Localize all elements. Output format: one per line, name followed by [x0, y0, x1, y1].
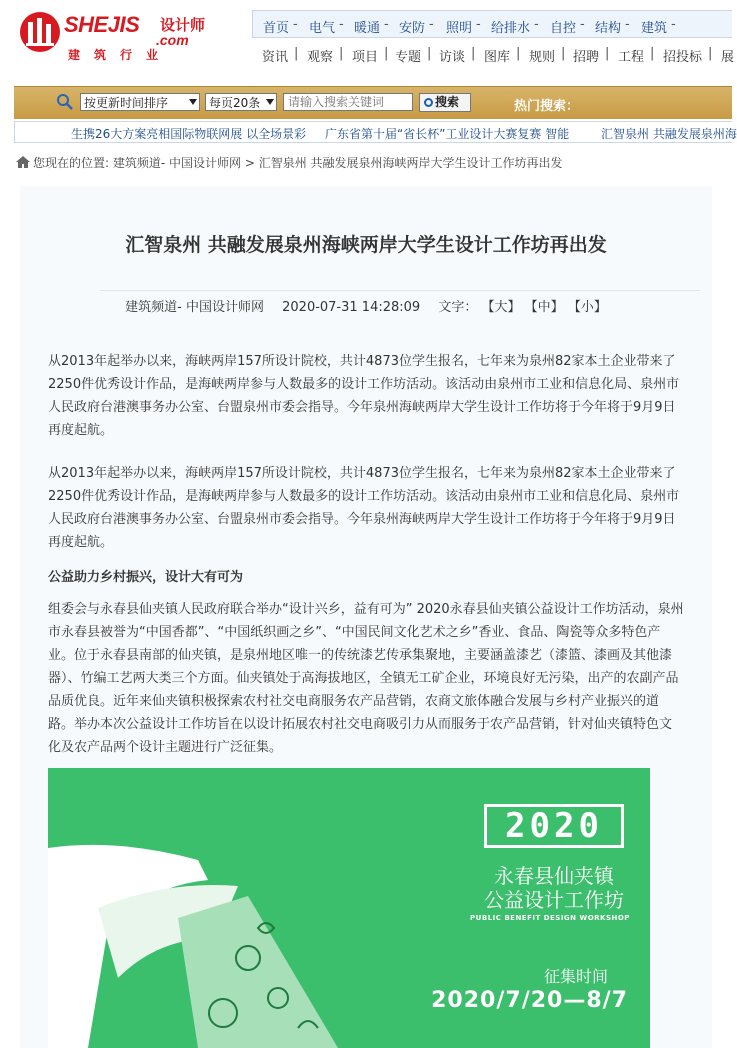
poster-english-title: PUBLIC BENEFIT DESIGN WORKSHOP — [470, 914, 630, 922]
article-source: 建筑频道- 中国设计师网 — [125, 300, 264, 315]
nav-item[interactable]: 项目 — [352, 50, 379, 65]
nav-item[interactable]: 资讯 — [262, 50, 289, 65]
nav-item[interactable]: 专题 — [395, 50, 422, 65]
logo-tagline: 建筑行业 — [68, 48, 173, 62]
nav-separator: - — [384, 17, 389, 32]
nav-item[interactable]: 图库 — [484, 50, 511, 65]
nav-separator: | — [605, 46, 610, 61]
nav-separator: - — [339, 17, 344, 32]
ticker-link[interactable]: 生携26大方案亮相国际物联网展 以全场景彩 — [71, 127, 307, 141]
nav-item[interactable]: 自控 — [550, 21, 577, 36]
nav-item[interactable]: 暖通 — [354, 21, 381, 36]
logo-brand-com: .com — [156, 32, 189, 48]
article-subheading: 公益助力乡村振兴，设计大有可为 — [48, 570, 244, 585]
nav-item[interactable]: 电气 — [309, 21, 336, 36]
magnifier-icon — [424, 98, 433, 107]
search-icon — [56, 93, 74, 111]
article-date: 2020-07-31 14:28:09 — [282, 300, 421, 315]
nav-item[interactable]: 安防 — [399, 21, 426, 36]
nav-item[interactable]: 招聘 — [573, 50, 600, 65]
nav-separator: | — [471, 46, 476, 61]
nav-item[interactable]: 建筑 — [641, 21, 668, 36]
nav-row-categories — [252, 10, 732, 38]
nav-separator: | — [384, 46, 389, 61]
poster-title-line1: 永春县仙夹镇 — [494, 864, 614, 888]
poster-title-line2: 公益设计工作坊 — [484, 888, 624, 912]
sort-select[interactable] — [80, 93, 200, 111]
nav-item[interactable]: 工程 — [618, 50, 645, 65]
poster-year: 2020 — [505, 806, 603, 846]
per-page-select[interactable] — [205, 93, 277, 111]
poster-dates: 2020/7/20—8/7 — [431, 988, 628, 1013]
nav-separator: | — [427, 46, 432, 61]
article-meta — [20, 296, 712, 315]
article-paragraph: 从2013年起举办以来，海峡两岸157所设计院校，共计4873位学生报名，七年来为泉州82家本土企业带来了2250件优秀设计作品，是海峡两岸参与人数最多的设计工作坊活动。该活动由泉州市工业和信息化局、泉州市人民政府台港澳事务办公室、台盟泉州市委会指导。今年泉州海峡两岸大学生设计工作坊将于今年将于9月9日再度起航。 — [48, 354, 680, 438]
nav-item[interactable]: 首页 — [263, 21, 290, 36]
poster-year-box — [484, 804, 624, 848]
logo-mark-icon — [18, 10, 62, 54]
nav-item[interactable]: 访谈 — [439, 50, 466, 65]
article-paragraph: 组委会与永春县仙夹镇人民政府联合举办“设计兴乡，益有可为” 2020永春县仙夹镇公益设计工作坊活动，泉州市永春县被誉为“中国香都”、“中国纸织画之乡”、“中国民间文化艺术之乡”香业、食品、陶瓷等众多特色产业。位于永春县南部的仙夹镇，是泉州地区唯一的传统漆艺传承集聚地，主要涵盖漆艺（漆篮、漆画及其他漆器）、竹编工艺两大类三个方面。仙夹镇处于高海拔地区，全镇无工矿企业，环境良好无污染，出产的农副产品品质优良。近年来仙夹镇积极探索农村社交电商服务农产品营销，农商文旅体融合发展与乡村产业振兴的道路。举办本次公益设计工作坊旨在以设计拓展农村社交电商吸引力从而服务于农产品营销，针对仙夹镇特色文化及农产品两个设计主题进行广泛征集。 — [48, 602, 684, 755]
nav-separator: | — [650, 46, 655, 61]
nav-item[interactable]: 规则 — [529, 50, 556, 65]
nav-item[interactable]: 展 — [721, 50, 735, 65]
sort-select-value: 按更新时间排序 — [84, 96, 169, 110]
nav-item[interactable]: 招投标 — [663, 50, 703, 65]
font-size-small-link[interactable]: 【小】 — [567, 300, 607, 315]
search-button[interactable] — [419, 93, 471, 112]
nav-separator: | — [708, 46, 713, 61]
nav-item[interactable]: 结构 — [595, 21, 622, 36]
site-header — [0, 0, 735, 76]
chevron-down-icon — [266, 99, 274, 105]
nav-item[interactable]: 给排水 — [491, 21, 531, 36]
nav-separator: - — [534, 17, 539, 32]
article-title: 汇智泉州 共融发展泉州海峡两岸大学生设计工作坊再出发 — [125, 234, 607, 256]
search-input[interactable] — [283, 93, 413, 111]
breadcrumb — [16, 154, 563, 172]
nav-separator: | — [516, 46, 521, 61]
nav-separator: - — [293, 17, 298, 32]
nav-row-sections — [252, 40, 735, 68]
article — [20, 186, 712, 1048]
nav-separator: | — [294, 46, 299, 61]
chevron-down-icon — [189, 99, 197, 105]
main-nav — [252, 8, 735, 68]
logo-brand: SHEJIS — [64, 12, 140, 37]
news-ticker — [14, 121, 737, 143]
home-icon — [16, 156, 30, 168]
nav-separator: - — [580, 17, 585, 32]
title-divider — [100, 290, 700, 291]
poster-date-label: 征集时间 — [544, 967, 609, 986]
search-bar — [14, 86, 732, 119]
article-paragraph: 从2013年起举办以来，海峡两岸157所设计院校，共计4873位学生报名，七年来为泉州82家本土企业带来了2250件优秀设计作品，是海峡两岸参与人数最多的设计工作坊活动。该活动由泉州市工业和信息化局、泉州市人民政府台港澳事务办公室、台盟泉州市委会指导。今年泉州海峡两岸大学生设计工作坊将于今年将于9月9日再度起航。 — [48, 466, 680, 550]
breadcrumb-path[interactable]: 建筑频道- 中国设计师网 > 汇智泉州 共融发展泉州海峡两岸大学生设计工作坊再出发 — [112, 156, 563, 170]
per-page-select-value: 每页20条 — [209, 96, 261, 110]
nav-item[interactable]: 照明 — [446, 21, 473, 36]
ticker-link[interactable]: 汇智泉州 共融发展泉州海 — [601, 127, 737, 141]
font-size-large-link[interactable]: 【大】 — [481, 300, 521, 315]
font-size-medium-link[interactable]: 【中】 — [524, 300, 564, 315]
search-button-label: 搜索 — [435, 95, 460, 109]
breadcrumb-prefix: 您现在的位置: — [33, 156, 110, 170]
nav-separator: - — [476, 17, 481, 32]
nav-separator: | — [561, 46, 566, 61]
nav-separator: - — [671, 17, 676, 32]
hot-search-label: 热门搜索： — [514, 99, 580, 114]
font-size-label: 文字： — [438, 300, 478, 315]
nav-separator: - — [625, 17, 630, 32]
ticker-link[interactable]: 广东省第十届“省长杯”工业设计大赛复赛 智能 — [325, 127, 570, 141]
nav-separator: - — [429, 17, 434, 32]
event-poster — [48, 768, 650, 1048]
site-logo[interactable] — [18, 8, 218, 64]
nav-separator: | — [339, 46, 344, 61]
logo-brand-cn: 设计师 — [160, 16, 206, 34]
nav-item[interactable]: 观察 — [307, 50, 334, 65]
